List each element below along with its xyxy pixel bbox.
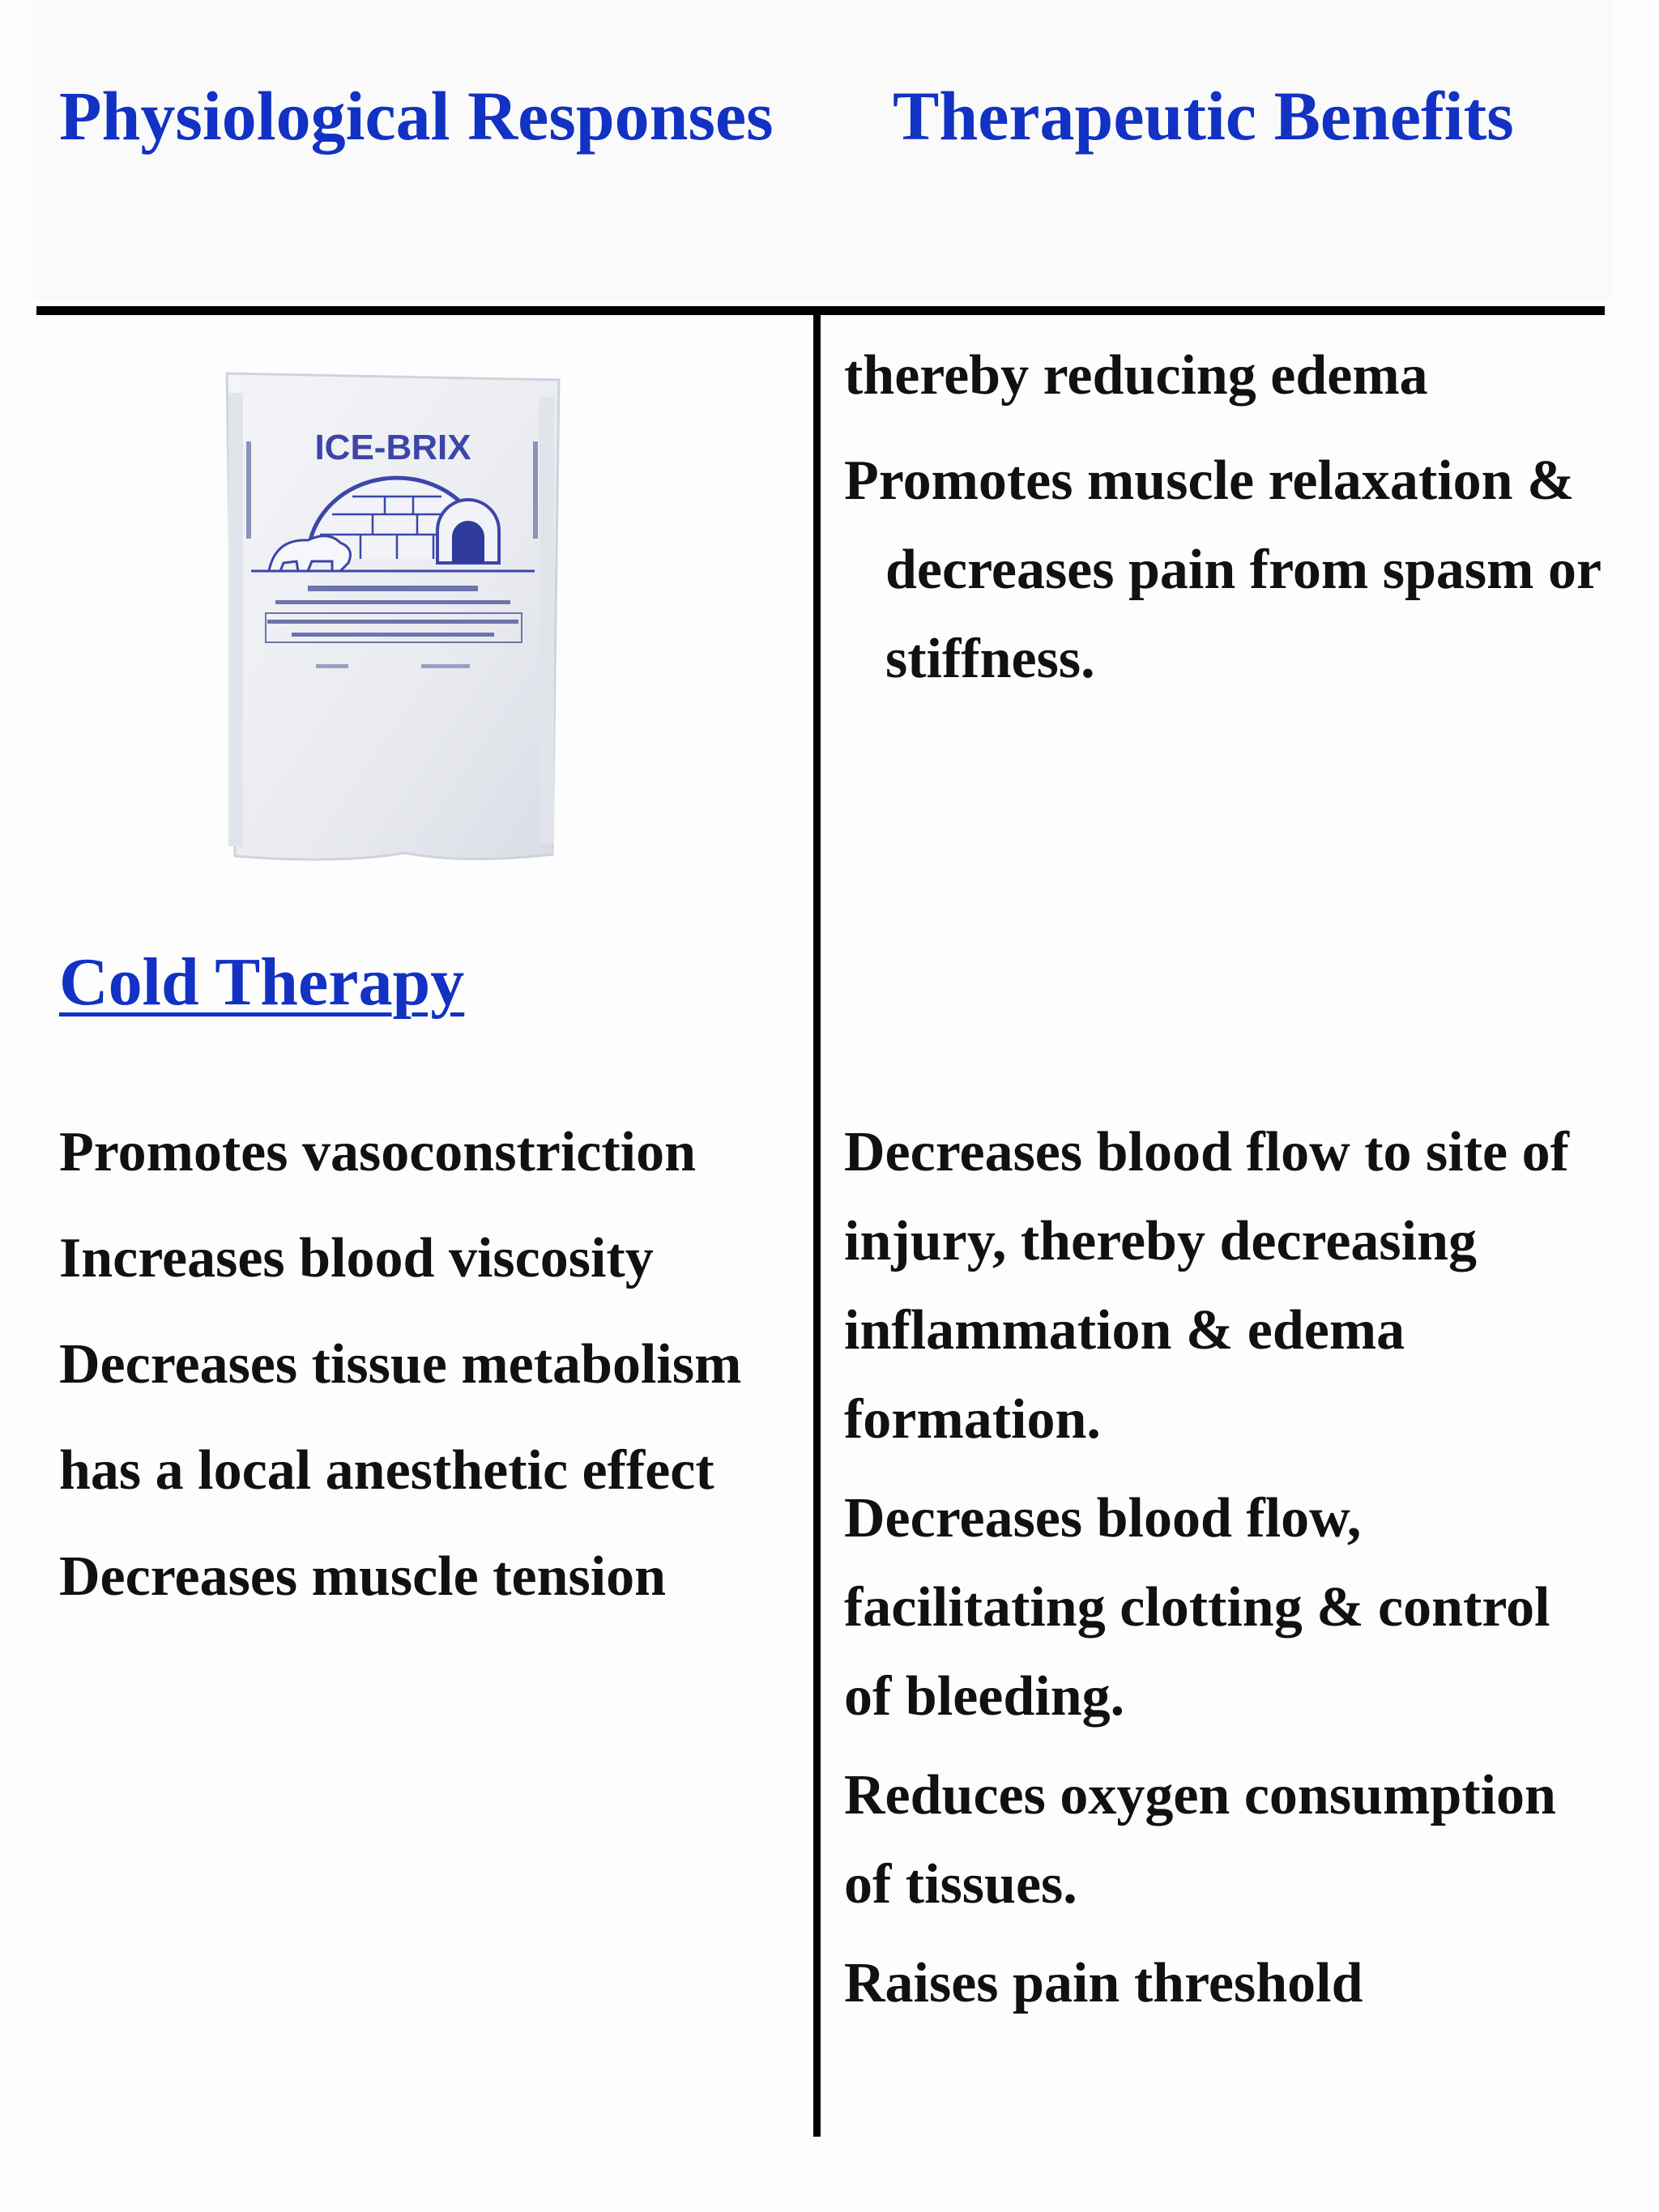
list-item: Promotes muscle relaxation & decreases pain from spasm or stiffness. xyxy=(844,450,1601,690)
therapeutic-benefits-list xyxy=(844,1108,1606,2038)
ice-pack-icon xyxy=(219,369,567,871)
list-item: Increases blood viscosity xyxy=(59,1227,654,1289)
vertical-divider xyxy=(813,315,821,2137)
physiological-responses-list xyxy=(59,1108,788,1639)
list-item: Decreases muscle tension xyxy=(59,1545,667,1608)
list-item: Promotes vasoconstriction xyxy=(59,1121,697,1183)
list-item: has a local anesthetic effect xyxy=(59,1439,714,1502)
therapeutic-benefits-heading: Therapeutic Benefits xyxy=(893,77,1514,155)
list-item: Raises pain threshold xyxy=(844,1952,1363,2014)
brand-text: ICE-BRIX xyxy=(314,428,471,467)
list-item: Decreases blood flow, facilitating clotting & control of bleeding. xyxy=(844,1487,1550,1728)
list-item: Decreases blood flow to site of injury, thereby decreasing inflammation & edema formation. xyxy=(844,1121,1569,1451)
horizontal-divider xyxy=(36,306,1605,315)
list-item: Reduces oxygen consumption of tissues. xyxy=(844,1764,1556,1916)
ice-pack-image xyxy=(219,369,567,871)
right-top-column xyxy=(844,331,1606,720)
physiological-responses-heading: Physiological Responses xyxy=(59,77,774,155)
cold-therapy-link[interactable]: Cold Therapy xyxy=(59,944,465,1020)
list-item: Decreases tissue metabolism xyxy=(59,1333,742,1396)
list-item: thereby reducing edema xyxy=(844,344,1428,407)
